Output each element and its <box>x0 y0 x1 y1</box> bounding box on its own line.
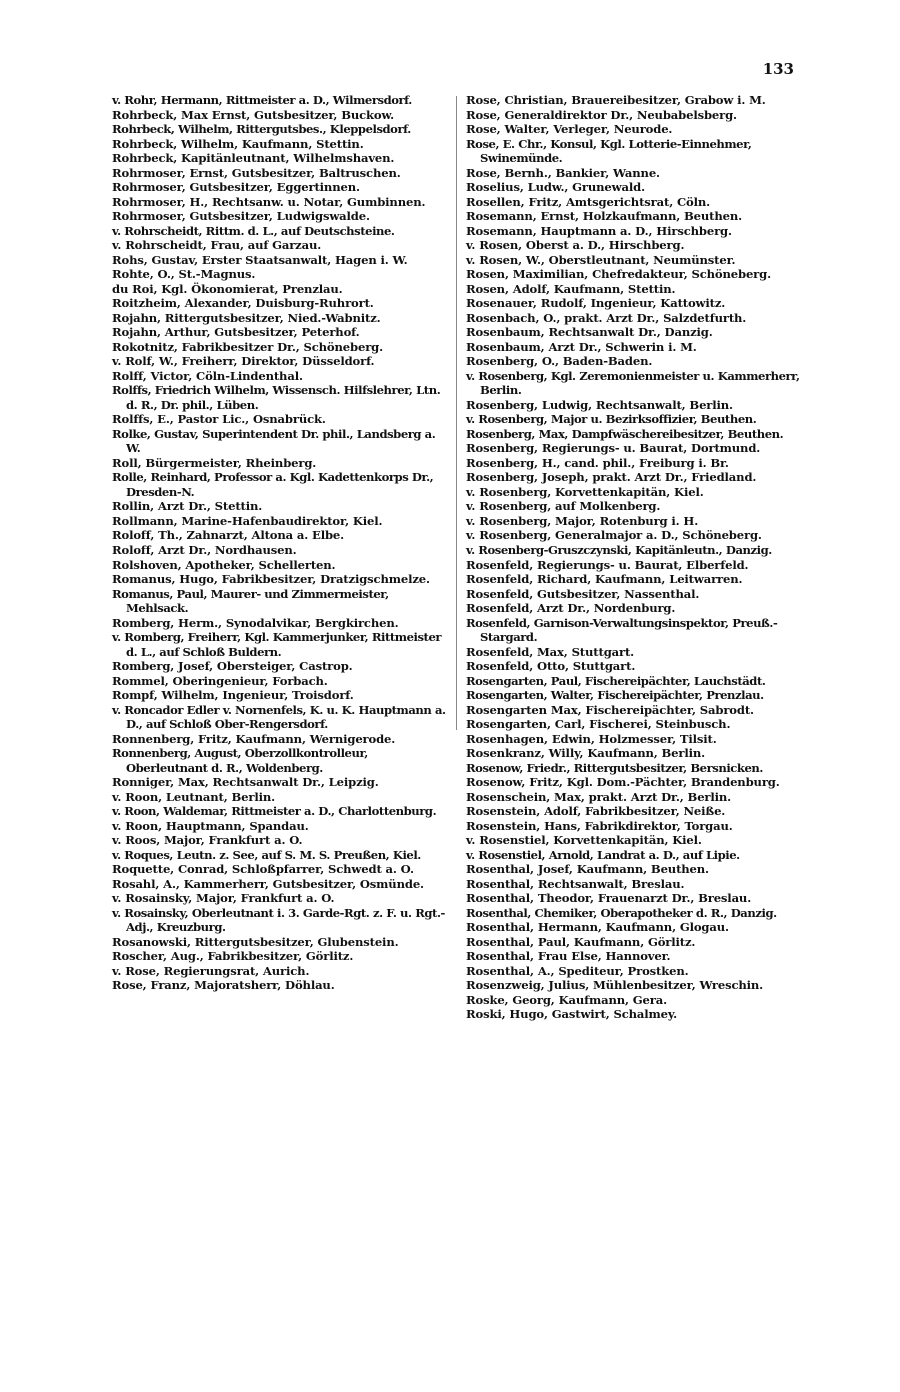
directory-entry: v. Rosen, Oberst a. D., Hirschberg. <box>466 238 685 253</box>
directory-entry: Rolffs, Friedrich Wilhelm, Wissensch. Hilfslehrer, Ltn. d. R., Dr. phil., Lüben. <box>112 383 441 412</box>
directory-entry: Rosenschein, Max, prakt. Arzt Dr., Berlin. <box>466 789 732 804</box>
directory-entry: Rosenthal, Paul, Kaufmann, Görlitz. <box>466 934 696 949</box>
directory-entry: Rokotnitz, Fabrikbesitzer Dr., Schöneberg. <box>112 339 384 354</box>
directory-entry: Rosenstein, Hans, Fabrikdirektor, Torgau. <box>466 818 733 833</box>
directory-entry: v. Rosenberg, Major, Rotenburg i. H. <box>466 513 699 528</box>
directory-entry: v. Romberg, Freiherr, Kgl. Kammerjunker, Rittmeister d. L., auf Schloß Buldern. <box>112 630 442 659</box>
directory-entry: Rosenfeld, Max, Stuttgart. <box>466 644 635 659</box>
directory-entry: Rollmann, Marine-Hafenbaudirektor, Kiel. <box>112 513 383 528</box>
directory-entry: Rose, Bernh., Bankier, Wanne. <box>466 165 660 180</box>
directory-entry: Rosenberg, Regierungs- u. Baurat, Dortmund. <box>466 441 761 456</box>
directory-entry: v. Rosenberg, Generalmajor a. D., Schöneberg. <box>466 528 762 543</box>
directory-entry: Rosanowski, Rittergutsbesitzer, Glubenstein. <box>112 934 399 949</box>
directory-entry: Rosenthal, Josef, Kaufmann, Beuthen. <box>466 862 709 877</box>
directory-entry: Rolffs, E., Pastor Lic., Osnabrück. <box>112 412 326 427</box>
directory-entry: Rosenfeld, Arzt Dr., Nordenburg. <box>466 601 676 616</box>
directory-entry: Romberg, Herm., Synodalvikar, Bergkirchen. <box>112 615 399 630</box>
directory-entry: Rolke, Gustav, Superintendent Dr. phil., Landsberg a. W. <box>112 426 436 456</box>
directory-entry: Rosenthal, A., Spediteur, Prostken. <box>466 963 689 978</box>
directory-entry: Rosenfeld, Otto, Stuttgart. <box>466 659 636 674</box>
directory-entry: v. Roon, Hauptmann, Spandau. <box>112 818 309 833</box>
directory-entry: v. Roon, Leutnant, Berlin. <box>112 789 276 804</box>
directory-entry: v. Rosenstiel, Korvettenkapitän, Kiel. <box>466 833 702 848</box>
directory-entry: Romanus, Paul, Maurer- und Zimmermeister, Mehlsack. <box>112 586 389 616</box>
right-column <box>466 93 802 1022</box>
directory-entry: Roll, Bürgermeister, Rheinberg. <box>112 455 317 470</box>
directory-entry: Romberg, Josef, Obersteiger, Castrop. <box>112 659 353 674</box>
directory-entry: Rosenhagen, Edwin, Holzmesser, Tilsit. <box>466 731 717 746</box>
directory-entry: v. Rolf, W., Freiherr, Direktor, Düsseldorf. <box>112 354 375 369</box>
directory-entry: Rojahn, Rittergutsbesitzer, Nied.-Wabnitz. <box>112 310 381 325</box>
directory-entry: Rosenberg, O., Baden-Baden. <box>466 354 653 369</box>
directory-entry: Rosengarten Max, Fischereipächter, Sabrodt. <box>466 702 754 717</box>
directory-entry: Rosenberg, Joseph, prakt. Arzt Dr., Friedland. <box>466 470 757 485</box>
directory-entry: Rosengarten, Paul, Fischereipächter, Lauchstädt. <box>466 673 766 688</box>
directory-entry: v. Rosenberg, auf Molkenberg. <box>466 499 661 514</box>
directory-entry: Rosenkranz, Willy, Kaufmann, Berlin. <box>466 746 706 761</box>
directory-entry: Roski, Hugo, Gastwirt, Schalmey. <box>466 1007 677 1022</box>
directory-entry: Rosenfeld, Gutsbesitzer, Nassenthal. <box>466 586 700 601</box>
directory-entry: Rosenfeld, Garnison-Verwaltungsinspektor, Preuß.-Stargard. <box>466 615 778 645</box>
directory-entry: Roitzheim, Alexander, Duisburg-Ruhrort. <box>112 296 374 311</box>
directory-entry: Rosengarten, Walter, Fischereipächter, Prenzlau. <box>466 688 764 703</box>
directory-entry: du Roi, Kgl. Ökonomierat, Prenzlau. <box>112 281 343 296</box>
directory-entry: Rompf, Wilhelm, Ingenieur, Troisdorf. <box>112 688 354 703</box>
directory-entry: Roscher, Aug., Fabrikbesitzer, Görlitz. <box>112 949 354 964</box>
directory-entry: Rosenbaum, Arzt Dr., Schwerin i. M. <box>466 339 697 354</box>
directory-entry: Rosengarten, Carl, Fischerei, Steinbusch. <box>466 717 731 732</box>
directory-entry: Rosen, Adolf, Kaufmann, Stettin. <box>466 281 676 296</box>
directory-entry: v. Rose, Regierungsrat, Aurich. <box>112 963 310 978</box>
directory-entry: Roske, Georg, Kaufmann, Gera. <box>466 992 667 1007</box>
directory-entry: Rosenfeld, Richard, Kaufmann, Leitwarren. <box>466 572 743 587</box>
directory-entry: Rose, Walter, Verleger, Neurode. <box>466 122 673 137</box>
directory-entry: Ronnenberg, Fritz, Kaufmann, Wernigerode. <box>112 731 396 746</box>
directory-entry: Rose, Generaldirektor Dr., Neubabelsberg. <box>466 107 737 122</box>
directory-entry: Rosenfeld, Regierungs- u. Baurat, Elberfeld. <box>466 557 749 572</box>
directory-entry: Rolshoven, Apotheker, Schellerten. <box>112 557 336 572</box>
directory-entry: Rosenberg, Ludwig, Rechtsanwalt, Berlin. <box>466 397 733 412</box>
directory-entry: v. Roon, Waldemar, Rittmeister a. D., Charlottenburg. <box>112 804 437 819</box>
directory-entry: Rohrbeck, Wilhelm, Rittergutsbes., Kleppelsdorf. <box>112 122 411 137</box>
directory-entry: Rosemann, Ernst, Holzkaufmann, Beuthen. <box>466 209 743 224</box>
directory-entry: Rosenzweig, Julius, Mühlenbesitzer, Wreschin. <box>466 978 764 993</box>
directory-entry: Rommel, Oberingenieur, Forbach. <box>112 673 328 688</box>
directory-entry: v. Roncador Edler v. Nornenfels, K. u. K. Hauptmann a. D., auf Schloß Ober-Rengersdorf. <box>112 702 446 732</box>
directory-entry: Rosenow, Friedr., Rittergutsbesitzer, Bersnicken. <box>466 760 763 775</box>
directory-entry: Rohrbeck, Max Ernst, Gutsbesitzer, Buckow. <box>112 107 395 122</box>
page-number: 133 <box>762 60 794 78</box>
directory-entry: v. Rosainsky, Major, Frankfurt a. O. <box>112 891 335 906</box>
directory-entry: v. Roques, Leutn. z. See, auf S. M. S. Preußen, Kiel. <box>112 847 421 862</box>
directory-entry: Rosenberg, H., cand. phil., Freiburg i. Br. <box>466 455 729 470</box>
directory-entry: Rosenauer, Rudolf, Ingenieur, Kattowitz. <box>466 296 726 311</box>
directory-entry: Rose, E. Chr., Konsul, Kgl. Lotterie-Einnehmer, Swinemünde. <box>466 136 752 166</box>
directory-entry: Rosenthal, Hermann, Kaufmann, Glogau. <box>466 920 729 935</box>
directory-entry: Roselius, Ludw., Grunewald. <box>466 180 645 195</box>
directory-entry: Rosahl, A., Kammerherr, Gutsbesitzer, Osmünde. <box>112 876 424 891</box>
left-column <box>112 93 448 993</box>
directory-entry: Rosemann, Hauptmann a. D., Hirschberg. <box>466 223 732 238</box>
column-divider <box>456 96 457 730</box>
directory-entry: Rohrbeck, Kapitänleutnant, Wilhelmshaven. <box>112 151 395 166</box>
directory-entry: Rohrmoser, H., Rechtsanw. u. Notar, Gumbinnen. <box>112 194 426 209</box>
directory-entry: Rolff, Victor, Cöln-Lindenthal. <box>112 368 303 383</box>
directory-entry: Rosenstein, Adolf, Fabrikbesitzer, Neiße. <box>466 804 726 819</box>
directory-entry: Rosenberg, Max, Dampfwäschereibesitzer, Beuthen. <box>466 426 784 441</box>
directory-entry: v. Rohr, Hermann, Rittmeister a. D., Wilmersdorf. <box>112 93 412 107</box>
directory-entry: v. Rosenstiel, Arnold, Landrat a. D., auf Lipie. <box>466 847 740 862</box>
directory-entry: v. Rosenberg, Major u. Bezirksoffizier, Beuthen. <box>466 412 757 427</box>
directory-entry: Rohs, Gustav, Erster Staatsanwalt, Hagen i. W. <box>112 252 408 267</box>
directory-entry: Rosellen, Fritz, Amtsgerichtsrat, Cöln. <box>466 194 711 209</box>
directory-entry: Rohrmoser, Ernst, Gutsbesitzer, Baltruschen. <box>112 165 401 180</box>
directory-entry: Rolle, Reinhard, Professor a. Kgl. Kadettenkorps Dr., Dresden-N. <box>112 470 434 499</box>
directory-entry: Rohte, O., St.-Magnus. <box>112 267 256 282</box>
directory-entry: Rosenthal, Theodor, Frauenarzt Dr., Breslau. <box>466 891 752 906</box>
directory-entry: Rosenthal, Chemiker, Oberapotheker d. R., Danzig. <box>466 905 777 920</box>
directory-entry: Rohrmoser, Gutsbesitzer, Eggertinnen. <box>112 180 360 195</box>
directory-entry: Ronniger, Max, Rechtsanwalt Dr., Leipzig. <box>112 775 379 790</box>
directory-entry: Rosenthal, Frau Else, Hannover. <box>466 949 671 964</box>
directory-entry: Roquette, Conrad, Schloßpfarrer, Schwedt a. O. <box>112 862 414 877</box>
directory-entry: v. Rohrscheidt, Frau, auf Garzau. <box>112 238 322 253</box>
directory-entry: Rojahn, Arthur, Gutsbesitzer, Peterhof. <box>112 325 360 340</box>
directory-entry: Rosenbach, O., prakt. Arzt Dr., Salzdetfurth. <box>466 310 747 325</box>
directory-entry: Rosenbaum, Rechtsanwalt Dr., Danzig. <box>466 325 713 340</box>
directory-entry: Rose, Franz, Majoratsherr, Döhlau. <box>112 978 335 993</box>
directory-entry: v. Rosen, W., Oberstleutnant, Neumünster. <box>466 252 736 267</box>
directory-entry: Rosenow, Fritz, Kgl. Dom.-Pächter, Brandenburg. <box>466 775 780 790</box>
directory-entry: Ronnenberg, August, Oberzollkontrolleur, Oberleutnant d. R., Woldenberg. <box>112 746 368 775</box>
directory-entry: v. Rohrscheidt, Rittm. d. L., auf Deutschsteine. <box>112 223 395 238</box>
directory-entry: v. Rosenberg, Kgl. Zeremonienmeister u. Kammerherr, Berlin. <box>466 368 800 398</box>
directory-entry: v. Rosenberg-Gruszczynski, Kapitänleutn., Danzig. <box>466 542 772 557</box>
directory-entry: Roloff, Arzt Dr., Nordhausen. <box>112 542 297 557</box>
directory-entry: Rosen, Maximilian, Chefredakteur, Schöneberg. <box>466 267 771 282</box>
directory-entry: Romanus, Hugo, Fabrikbesitzer, Dratzigschmelze. <box>112 572 430 587</box>
directory-entry: Rollin, Arzt Dr., Stettin. <box>112 499 263 514</box>
directory-entry: Rohrbeck, Wilhelm, Kaufmann, Stettin. <box>112 136 364 151</box>
directory-entry: Rosenthal, Rechtsanwalt, Breslau. <box>466 876 685 891</box>
directory-entry: Roloff, Th., Zahnarzt, Altona a. Elbe. <box>112 528 345 543</box>
directory-entry: Rose, Christian, Brauereibesitzer, Grabow i. M. <box>466 93 766 107</box>
directory-entry: Rohrmoser, Gutsbesitzer, Ludwigswalde. <box>112 209 370 224</box>
directory-entry: v. Rosainsky, Oberleutnant i. 3. Garde-Rgt. z. F. u. Rgt.-Adj., Kreuzburg. <box>112 905 445 935</box>
directory-entry: v. Roos, Major, Frankfurt a. O. <box>112 833 303 848</box>
directory-entry: v. Rosenberg, Korvettenkapitän, Kiel. <box>466 484 704 499</box>
